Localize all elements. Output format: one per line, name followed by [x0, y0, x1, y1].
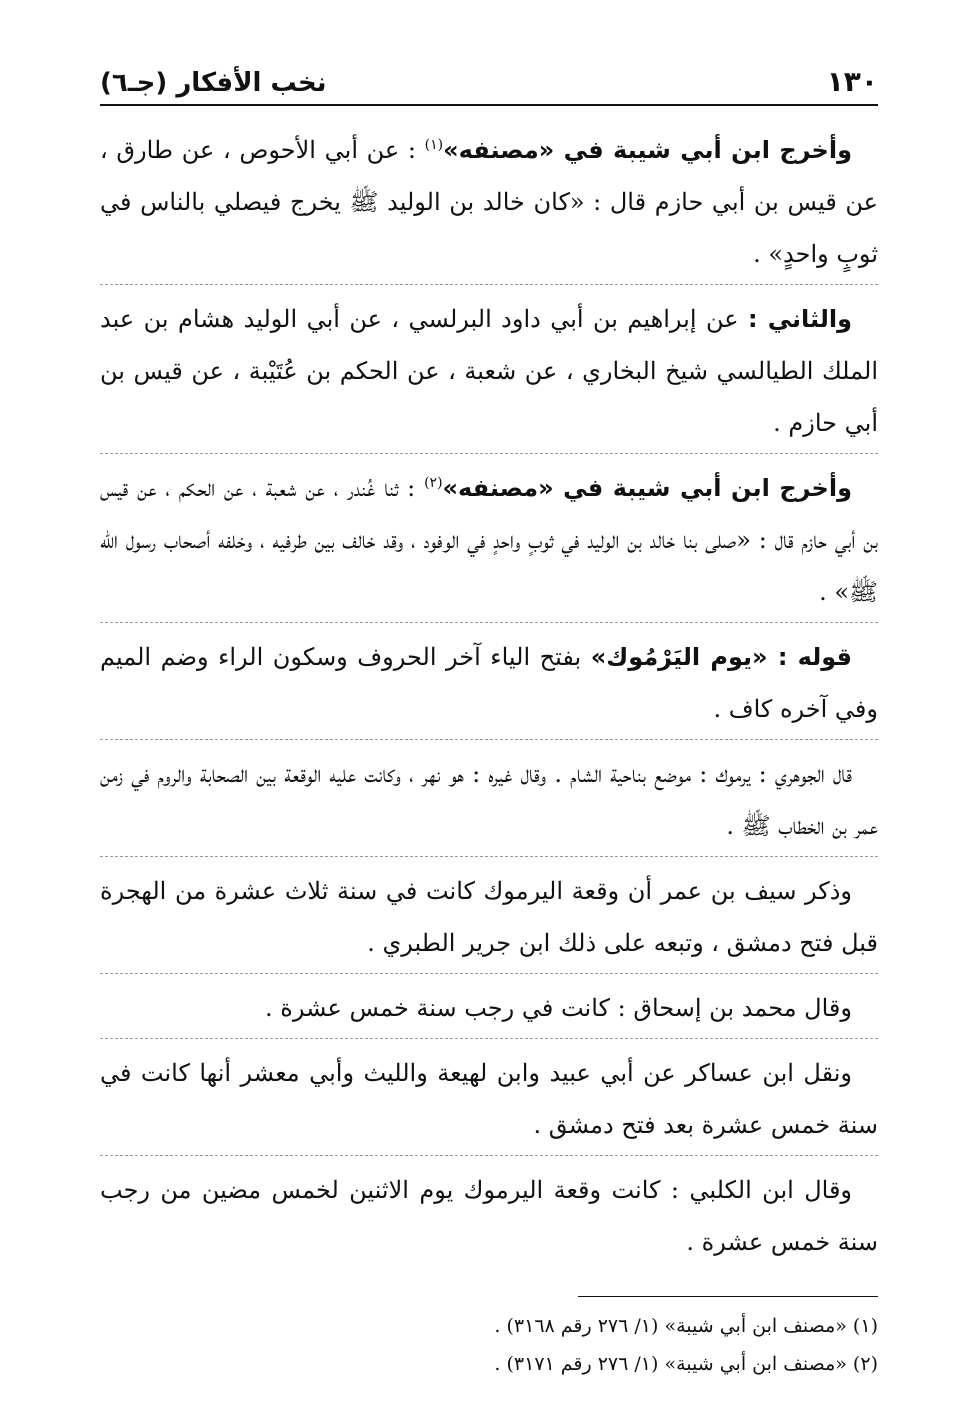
paragraph-4	[100, 627, 878, 735]
paragraph-text: : عن أبي الأحوص ، عن طارق ، عن قيس بن أبي حازم قال : «كان خالد بن الوليد ﷺ يخرج فيصلي بالناس في ثوبٍ واحدٍ» .	[100, 136, 878, 268]
paragraph-9	[100, 1160, 878, 1268]
running-title: نخب الأفكار (جـ٦)	[100, 68, 327, 98]
paragraph-7	[100, 978, 878, 1034]
paragraph-3	[100, 458, 878, 618]
paragraph-text: ونقل ابن عساكر عن أبي عبيد وابن لهيعة والليث وأبي معشر أنها كانت في سنة خمس عشرة بعد فتح دمشق .	[100, 1059, 878, 1139]
paragraph-text: وقال محمد بن إسحاق : كانت في رجب سنة خمس عشرة .	[265, 994, 852, 1022]
footnotes	[100, 1307, 878, 1383]
paragraph-text: قال الجوهري : يرموك : موضع بناحية الشام . وقال غيره : هو نهر ، وكانت عليه الوقعة بين الصحابة والروم في زمن عمر بن الخطاب ﷺ .	[100, 760, 878, 840]
main-text	[100, 120, 878, 1268]
paragraph-text: بفتح الياء آخر الحروف وسكون الراء وضم الميم وفي آخره كاف .	[100, 643, 878, 723]
paragraph-8	[100, 1043, 878, 1151]
paragraph-separator	[100, 622, 878, 623]
paragraph-5	[100, 744, 878, 852]
paragraph-separator	[100, 284, 878, 285]
running-header	[100, 60, 878, 106]
paragraph-separator	[100, 1155, 878, 1156]
paragraph-lead: وأخرج ابن أبي شيبة في «مصنفه»	[442, 474, 852, 502]
page	[100, 60, 878, 1375]
footnote-ref: (٢)	[424, 475, 443, 491]
paragraph-6	[100, 861, 878, 969]
paragraph-separator	[100, 856, 878, 857]
footnote-ref: (١)	[424, 137, 444, 153]
paragraph-separator	[100, 453, 878, 454]
paragraph-2	[100, 289, 878, 449]
paragraph-text: : ثنا غُندر ، عن شعبة ، عن الحكم ، عن قيس بن أبي حازم قال : «صلى بنا خالد بن الوليد في ثوبٍ واحدٍ في الوفود ، وقد خالف بين طرفيه ، وخلفه أصحاب رسول الله ﷺ» .	[100, 474, 878, 606]
paragraph-lead: والثاني :	[747, 305, 852, 333]
footnote-1: (١) «مصنف ابن أبي شيبة» (١/ ٢٧٦ رقم ٣١٦٨) .	[494, 1315, 878, 1337]
paragraph-lead: قوله : «يوم اليَرْمُوك»	[590, 643, 852, 671]
footnote-rule	[578, 1296, 878, 1297]
paragraph-separator	[100, 973, 878, 974]
paragraph-1	[100, 120, 878, 280]
paragraph-separator	[100, 1038, 878, 1039]
paragraph-separator	[100, 739, 878, 740]
page-number: ١٣٠	[826, 65, 878, 98]
paragraph-text: عن إبراهيم بن أبي داود البرلسي ، عن أبي الوليد هشام بن عبد الملك الطيالسي شيخ البخاري ، عن شعبة ، عن الحكم بن عُتَيْبة ، عن قيس بن أبي حازم .	[100, 305, 878, 437]
footnote-2: (٢) «مصنف ابن أبي شيبة» (١/ ٢٧٦ رقم ٣١٧١) .	[494, 1353, 878, 1375]
paragraph-text: وقال ابن الكلبي : كانت وقعة اليرموك يوم الاثنين لخمس مضين من رجب سنة خمس عشرة .	[100, 1176, 878, 1256]
paragraph-text: وذكر سيف بن عمر أن وقعة اليرموك كانت في سنة ثلاث عشرة من الهجرة قبل فتح دمشق ، وتبعه على ذلك ابن جرير الطبري .	[100, 877, 878, 957]
paragraph-lead: وأخرج ابن أبي شيبة في «مصنفه»	[443, 136, 853, 164]
